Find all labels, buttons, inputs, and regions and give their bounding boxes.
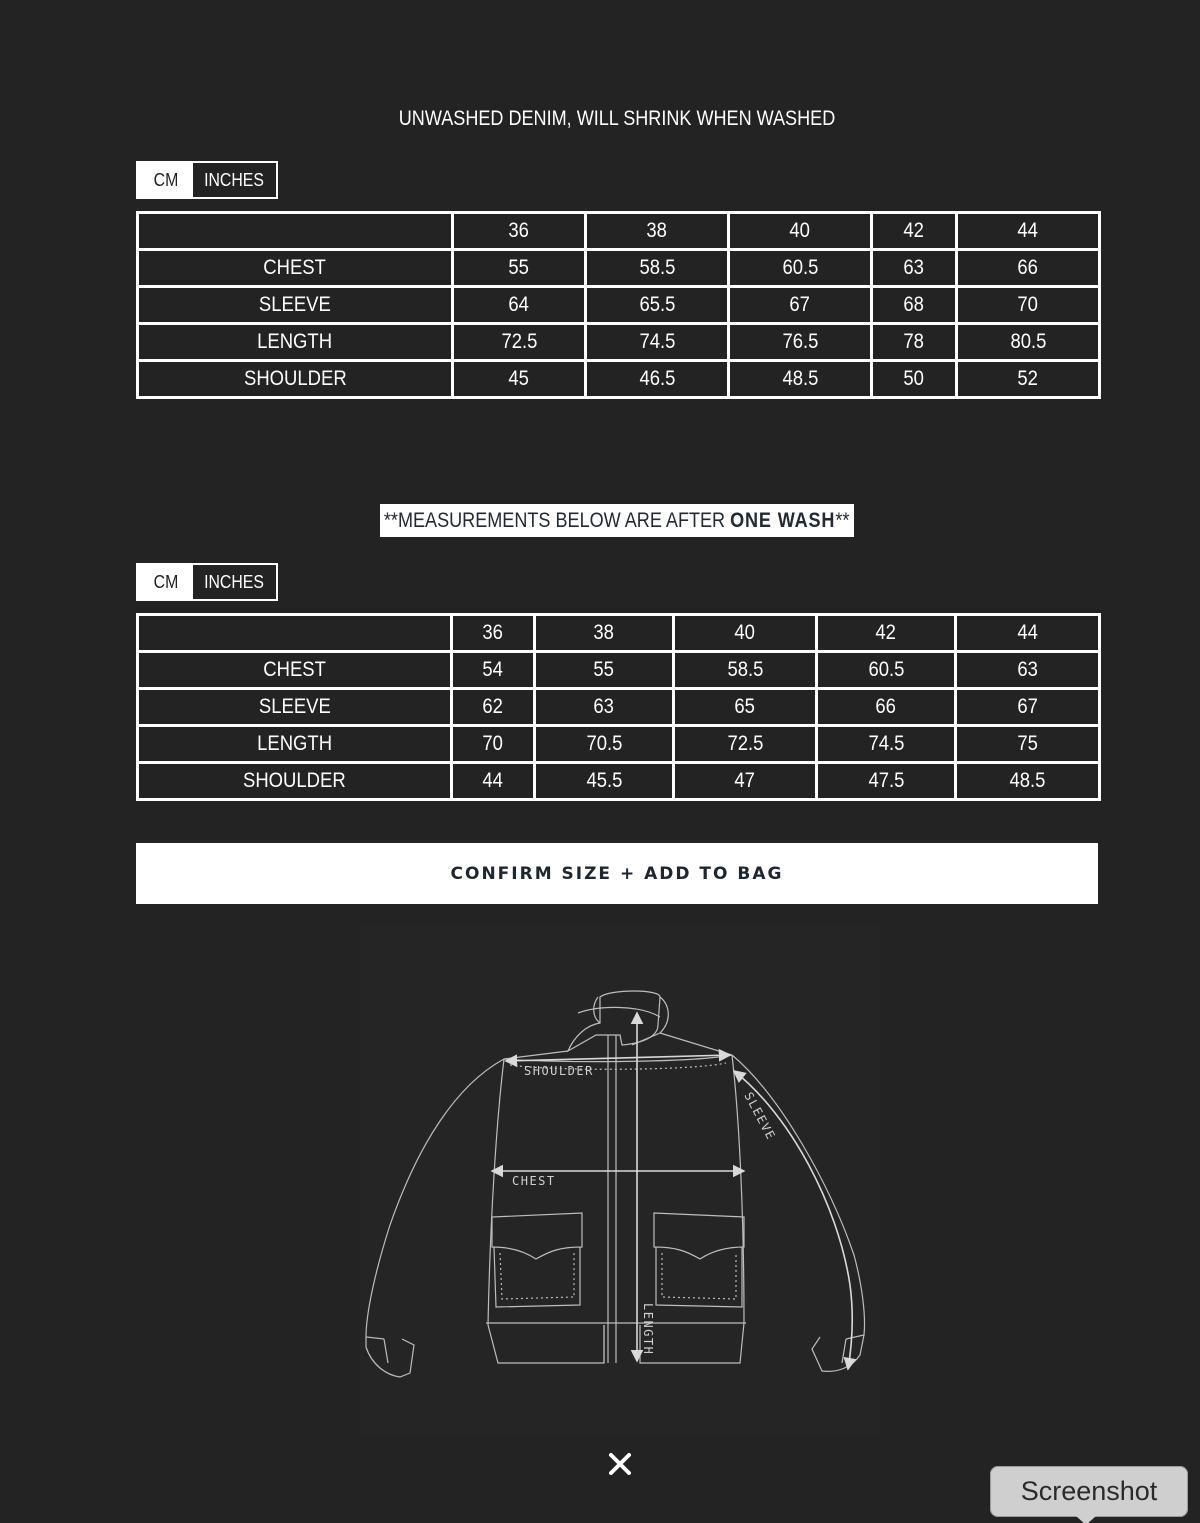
unit-toggle-unwashed [136, 161, 278, 199]
table-cell: 75 [956, 726, 1100, 763]
table-cell: 54 [452, 652, 535, 689]
row-label: SHOULDER [138, 361, 453, 398]
unit-toggle-washed [136, 563, 278, 601]
table-cell: 80.5 [957, 324, 1100, 361]
washed-heading-prefix: **MEASUREMENTS BELOW ARE AFTER [384, 508, 731, 532]
table-cell: 52 [957, 361, 1100, 398]
unit-inches-button[interactable]: INCHES [193, 163, 276, 197]
table-row [138, 689, 1100, 726]
row-label: CHEST [138, 250, 453, 287]
table-cell: 67 [729, 287, 872, 324]
close-icon [608, 1452, 632, 1476]
jacket-measurement-diagram [360, 925, 880, 1435]
table-cell: 76.5 [729, 324, 872, 361]
unit-inches-button[interactable]: INCHES [193, 565, 276, 599]
close-button[interactable] [600, 1446, 640, 1482]
table-cell: 63 [535, 689, 674, 726]
table-cell: 62 [452, 689, 535, 726]
table-cell: 58.5 [586, 250, 729, 287]
table-cell: 63 [872, 250, 957, 287]
size-table-unwashed [136, 211, 1101, 399]
table-cell: 78 [872, 324, 957, 361]
header-empty-cell [138, 615, 452, 652]
table-cell: 70 [452, 726, 535, 763]
confirm-size-add-to-bag-button[interactable]: CONFIRM SIZE + ADD TO BAG [136, 843, 1098, 904]
jacket-illustration [360, 925, 880, 1435]
table-cell: 44 [452, 763, 535, 800]
table-cell: 47.5 [817, 763, 956, 800]
sleeve-label: SLEEVE [741, 1089, 779, 1143]
row-label: SLEEVE [138, 287, 453, 324]
size-header: 44 [957, 213, 1100, 250]
size-header: 42 [817, 615, 956, 652]
table-cell: 67 [956, 689, 1100, 726]
size-table-washed [136, 613, 1101, 801]
unit-cm-button[interactable]: CM [138, 565, 193, 599]
washed-heading [380, 504, 854, 537]
size-header: 36 [453, 213, 586, 250]
table-cell: 74.5 [817, 726, 956, 763]
row-label: SLEEVE [138, 689, 452, 726]
table-cell: 60.5 [729, 250, 872, 287]
row-label: SHOULDER [138, 763, 452, 800]
row-label: LENGTH [138, 726, 452, 763]
table-cell: 65 [674, 689, 817, 726]
table-cell: 55 [535, 652, 674, 689]
row-label: LENGTH [138, 324, 453, 361]
size-header: 40 [729, 213, 872, 250]
size-header: 44 [956, 615, 1100, 652]
table-header-row [138, 615, 1100, 652]
size-header: 38 [535, 615, 674, 652]
table-row [138, 324, 1100, 361]
table-cell: 58.5 [674, 652, 817, 689]
washed-heading-suffix: ** [835, 508, 850, 532]
table-row [138, 361, 1100, 398]
size-header: 40 [674, 615, 817, 652]
table-cell: 64 [453, 287, 586, 324]
washed-heading-bold: ONE WASH [730, 508, 836, 532]
table-row [138, 652, 1100, 689]
table-cell: 50 [872, 361, 957, 398]
table-cell: 55 [453, 250, 586, 287]
table-cell: 63 [956, 652, 1100, 689]
row-label: CHEST [138, 652, 452, 689]
table-cell: 70.5 [535, 726, 674, 763]
table-cell: 45.5 [535, 763, 674, 800]
table-row [138, 726, 1100, 763]
table-cell: 48.5 [729, 361, 872, 398]
table-cell: 72.5 [453, 324, 586, 361]
unit-cm-button[interactable]: CM [138, 163, 193, 197]
table-cell: 74.5 [586, 324, 729, 361]
size-header: 36 [452, 615, 535, 652]
table-cell: 46.5 [586, 361, 729, 398]
table-cell: 65.5 [586, 287, 729, 324]
table-row [138, 287, 1100, 324]
table-row [138, 250, 1100, 287]
table-cell: 48.5 [956, 763, 1100, 800]
unwashed-heading: UNWASHED DENIM, WILL SHRINK WHEN WASHED [398, 107, 836, 130]
chest-label: CHEST [512, 1174, 556, 1188]
size-header: 38 [586, 213, 729, 250]
table-cell: 66 [817, 689, 956, 726]
table-cell: 70 [957, 287, 1100, 324]
table-cell: 66 [957, 250, 1100, 287]
table-cell: 47 [674, 763, 817, 800]
screenshot-badge[interactable]: Screenshot [990, 1466, 1188, 1517]
table-header-row [138, 213, 1100, 250]
size-header: 42 [872, 213, 957, 250]
table-cell: 60.5 [817, 652, 956, 689]
table-row [138, 763, 1100, 800]
table-cell: 72.5 [674, 726, 817, 763]
header-empty-cell [138, 213, 453, 250]
table-cell: 68 [872, 287, 957, 324]
shoulder-label: SHOULDER [524, 1064, 594, 1078]
table-cell: 45 [453, 361, 586, 398]
length-label: LENGTH [641, 1303, 655, 1356]
